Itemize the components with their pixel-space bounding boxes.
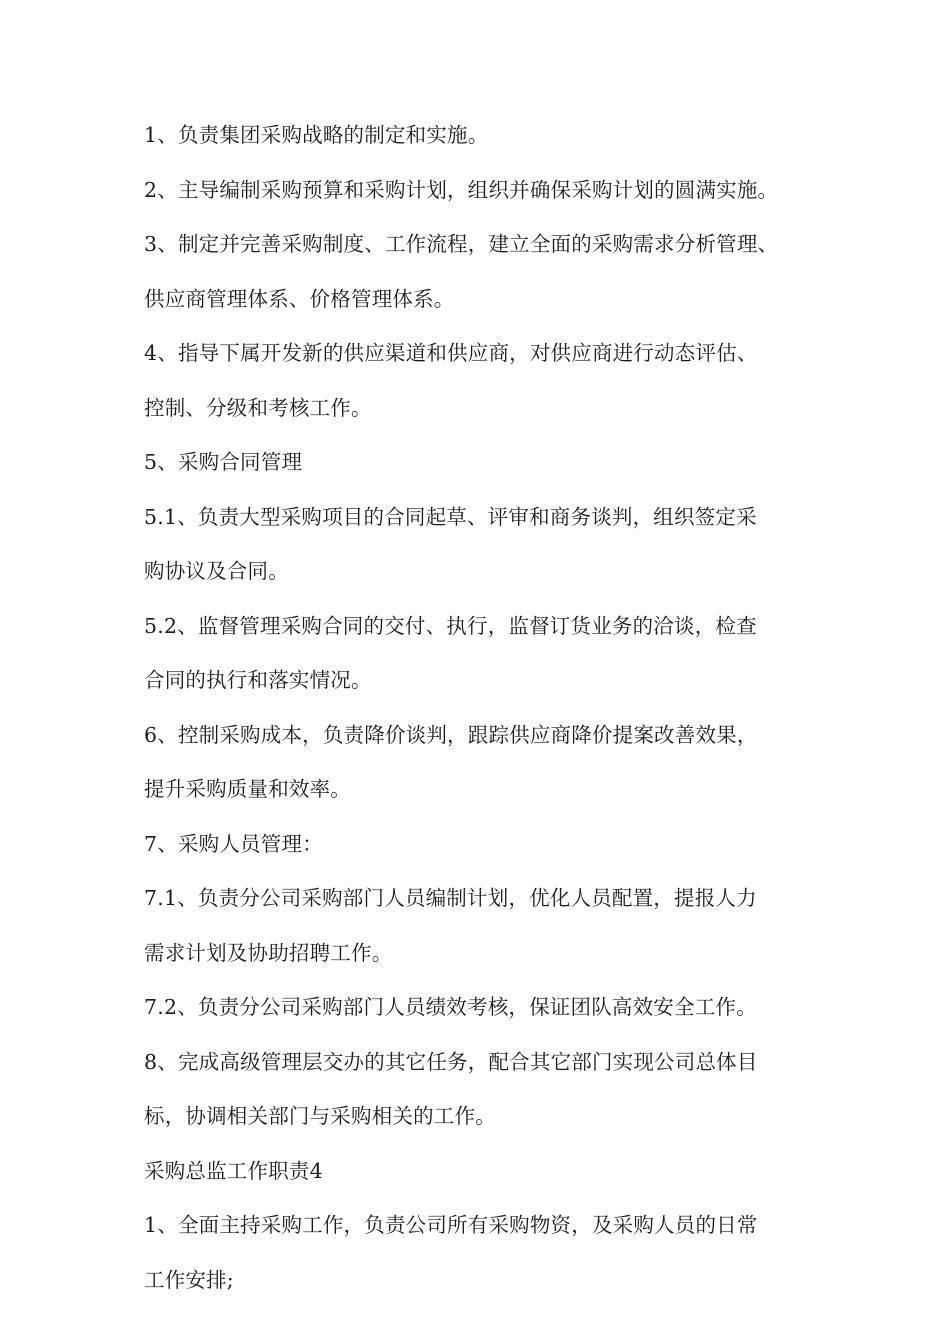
section-title: 采购总监工作职责4	[144, 1158, 323, 1183]
text-line: 8、完成高级管理层交办的其它任务，配合其它部门实现公司总体目	[144, 1049, 758, 1074]
section-heading: 5、采购合同管理	[144, 450, 303, 474]
text-line: 供应商管理体系、价格管理体系。	[144, 286, 455, 311]
text-line: 合同的执行和落实情况。	[144, 668, 372, 692]
text-line: 4、指导下属开发新的供应渠道和供应商，对供应商进行动态评估、	[144, 341, 758, 365]
text-line: 提升采购质量和效率。	[144, 777, 351, 801]
text-line: 1、全面主持采购工作，负责公司所有采购物资，及采购人员的日常	[144, 1213, 758, 1237]
text-line: 5.1、负责大型采购项目的合同起草、评审和商务谈判，组织签定采	[144, 504, 757, 529]
section-heading: 7、采购人员管理：	[144, 831, 323, 856]
document-body	[144, 108, 812, 1307]
text-line: 标，协调相关部门与采购相关的工作。	[144, 1104, 496, 1128]
text-line: 工作安排;	[144, 1267, 234, 1292]
text-line: 7.2、负责分公司采购部门人员绩效考核，保证团队高效安全工作。	[144, 995, 757, 1019]
text-line: 2、主导编制采购预算和采购计划，组织并确保采购计划的圆满实施。	[144, 177, 779, 202]
text-line: 需求计划及协助招聘工作。	[144, 940, 393, 965]
text-line: 5.2、监督管理采购合同的交付、执行，监督订货业务的洽谈，检查	[144, 613, 757, 638]
text-line: 购协议及合同。	[144, 559, 289, 583]
text-line: 控制、分级和考核工作。	[144, 395, 372, 420]
text-line: 6、控制采购成本，负责降价谈判，跟踪供应商降价提案改善效果，	[144, 722, 758, 747]
text-line: 1、负责集团采购战略的制定和实施。	[144, 123, 489, 147]
text-line: 7.1、负责分公司采购部门人员编制计划，优化人员配置，提报人力	[144, 886, 757, 910]
text-line: 3、制定并完善采购制度、工作流程，建立全面的采购需求分析管理、	[144, 232, 779, 256]
